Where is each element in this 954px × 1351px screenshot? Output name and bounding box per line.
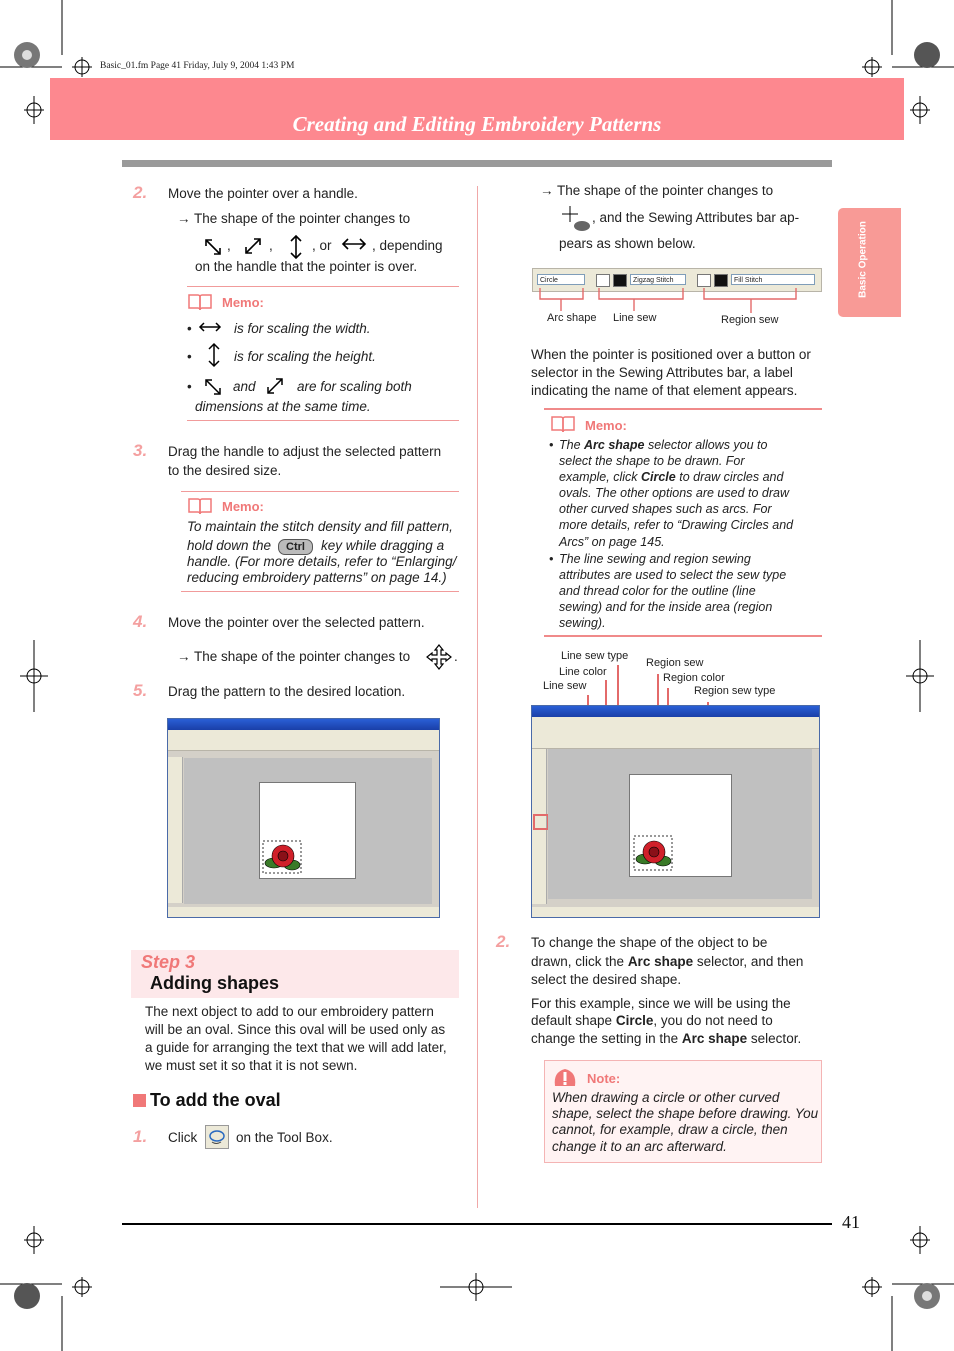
- step1-number: 1.: [133, 1127, 148, 1146]
- note-l1: When drawing a circle or other curved: [552, 1090, 780, 1105]
- label-region-sew: Region sew: [646, 657, 704, 669]
- memo3-b2-5: sewing).: [559, 616, 606, 630]
- right-step2-number: 2.: [496, 932, 511, 951]
- memo1-b2: is for scaling the height.: [234, 349, 376, 364]
- memo3-b2-3: and thread color for the outline (line: [559, 584, 756, 598]
- step1-rest: on the Tool Box.: [236, 1130, 333, 1145]
- t: example, click: [559, 470, 638, 484]
- right-result-text: The shape of the pointer changes to: [557, 183, 774, 198]
- step4-result-text: The shape of the pointer changes to: [194, 649, 411, 664]
- sep: , or: [312, 238, 332, 253]
- memo2-line2b: key while dragging a: [321, 538, 445, 553]
- memo1-top-rule: [187, 286, 459, 287]
- step2-number: 2.: [133, 183, 148, 202]
- label-line-sew: Line sew: [543, 680, 587, 692]
- window-titlebar: [168, 719, 439, 730]
- intro-l3: a guide for arranging the text that we will add later,: [145, 1040, 447, 1055]
- subhead-marker: [133, 1094, 146, 1107]
- t: Arc shape: [584, 438, 645, 452]
- step-label: Step 3: [141, 952, 196, 972]
- label-line-sew-type: Line sew type: [561, 650, 629, 662]
- right-step2-p2-2: [531, 1012, 773, 1030]
- step4-result: [177, 648, 410, 666]
- window-toolbar: [168, 739, 439, 751]
- memo2-head: Memo:: [222, 499, 264, 514]
- label-line-sew: Line sew: [613, 312, 657, 324]
- ctrl-key: Ctrl: [278, 539, 313, 555]
- right-step2-p2-3: [531, 1030, 801, 1048]
- sewing-attributes-bar: [532, 737, 819, 749]
- file-info: Basic_01.fm Page 41 Friday, July 9, 2004 1:43 PM: [100, 61, 295, 71]
- attrbar-callouts: [530, 285, 830, 315]
- memo1-b3-cont: dimensions at the same time.: [195, 399, 371, 414]
- step2-text: Move the pointer over a handle.: [168, 186, 358, 201]
- label-region-sew-type: Region sew type: [694, 685, 776, 697]
- t: Circle: [615, 1013, 654, 1028]
- memo1-bottom-rule: [187, 420, 459, 421]
- right-para-l2: selector in the Sewing Attributes bar, a label: [531, 365, 793, 380]
- label-region-color: Region color: [663, 672, 725, 684]
- right-step2-p2-1: For this example, since we will be using the: [531, 996, 791, 1011]
- t: to draw circles and: [679, 470, 784, 484]
- column-divider: [477, 186, 478, 1208]
- intro-l4: we must set it so that it is not sewn.: [145, 1058, 358, 1073]
- t: selector allows you to: [647, 438, 768, 452]
- step2-result: [177, 210, 410, 228]
- memo3-top-rule: [544, 408, 822, 410]
- memo3-b1-2: select the shape to be drawn. For: [559, 454, 745, 468]
- rose-pattern-icon: [633, 834, 673, 872]
- diagonal-resize-nesw-icon: [264, 375, 286, 397]
- step3-line2: to the desired size.: [168, 463, 282, 478]
- diagonal-resize-nesw-icon: [242, 235, 264, 257]
- toolbox: [168, 757, 183, 903]
- window-titlebar: [532, 706, 819, 717]
- memo-book-icon: [187, 292, 213, 312]
- memo1-b3: are for scaling both: [297, 379, 412, 394]
- horizontal-resize-icon: [198, 320, 222, 335]
- memo3-head: Memo:: [585, 418, 627, 433]
- note-l2: shape, select the shape before drawing. You: [552, 1106, 819, 1121]
- page-number: 41: [842, 1212, 860, 1232]
- side-tab: [838, 208, 901, 317]
- crosshair-oval-cursor-icon: [558, 204, 592, 234]
- oval-tool-highlight: [533, 814, 549, 830]
- right-para-l1: When the pointer is positioned over a button or: [531, 347, 811, 362]
- section-title: Adding shapes: [150, 973, 280, 993]
- warning-icon: [552, 1066, 578, 1088]
- vertical-resize-icon: [206, 342, 222, 368]
- memo2-line4: reducing embroidery patterns” on page 14.): [187, 570, 447, 585]
- footer-rule: [122, 1223, 832, 1225]
- step2-cont: on the handle that the pointer is over.: [195, 259, 418, 274]
- move-cursor-icon: [426, 644, 452, 670]
- layout-editing-screenshot-2: [531, 705, 820, 918]
- memo-book-icon: [187, 496, 213, 516]
- t: , you do not need to: [653, 1013, 773, 1028]
- memo2-bottom-rule: [181, 591, 459, 592]
- right-para-l3: indicating the name of that element appears.: [531, 383, 798, 398]
- note-l3: cannot, for example, draw a circle, then: [552, 1122, 788, 1137]
- memo2-top-rule: [181, 491, 459, 492]
- memo3-b1-1: [559, 437, 767, 454]
- step2-result-text: The shape of the pointer changes to: [194, 211, 411, 226]
- step1-click: Click: [168, 1130, 198, 1145]
- diagonal-resize-nwse-icon: [202, 236, 224, 258]
- subhead: To add the oval: [150, 1090, 281, 1110]
- memo2-line1: To maintain the stitch density and fill pattern,: [187, 519, 453, 534]
- right-result-line2: , and the Sewing Attributes bar ap-: [592, 210, 800, 225]
- label-line-color: Line color: [559, 666, 607, 678]
- status-bar: [168, 907, 439, 917]
- region-sew-selector[interactable]: Fill Stitch: [731, 274, 815, 285]
- oval-tool-button[interactable]: [205, 1125, 229, 1149]
- step5-text: Drag the pattern to the desired location.: [168, 684, 406, 699]
- diagonal-resize-nwse-icon: [202, 376, 224, 398]
- step5-number: 5.: [133, 681, 148, 700]
- result-arrow: →: [177, 649, 191, 664]
- bullet: •: [187, 321, 192, 336]
- bullet: •: [187, 349, 192, 364]
- window-menubar: [168, 730, 439, 739]
- memo2-line3: handle. (For more details, refer to “Enlarging/: [187, 554, 457, 569]
- rose-pattern-icon: [262, 839, 302, 875]
- t: The: [559, 438, 581, 452]
- page-title: Creating and Editing Embroidery Patterns: [292, 112, 662, 136]
- memo2-line2a: hold down the: [187, 538, 272, 553]
- t: Arc shape: [627, 954, 694, 969]
- step4-number: 4.: [133, 612, 148, 631]
- side-tab-label: Basic Operation: [857, 221, 869, 298]
- horizontal-resize-icon: [341, 236, 367, 252]
- intro-l1: The next object to add to our embroidery pattern: [145, 1004, 434, 1019]
- memo3-b1-6: more details, refer to “Drawing Circles and: [559, 518, 794, 532]
- sep: ,: [227, 238, 231, 253]
- t: selector.: [750, 1031, 802, 1046]
- sep: , depending: [372, 238, 443, 253]
- label-region-sew: Region sew: [721, 314, 779, 326]
- step4-period: .: [454, 649, 458, 664]
- step3-line1: Drag the handle to adjust the selected pattern: [168, 444, 442, 459]
- t: Circle: [640, 470, 676, 484]
- right-result-line1: [540, 182, 773, 200]
- vertical-resize-icon: [288, 234, 304, 260]
- t: selector, and then: [696, 954, 804, 969]
- window-menubar: [532, 717, 819, 726]
- memo1-b1: is for scaling the width.: [234, 321, 371, 336]
- right-step2-l1: To change the shape of the object to be: [531, 935, 768, 950]
- memo3-b1-7: Arcs” on page 145.: [559, 535, 665, 549]
- layout-editing-screenshot-1: [167, 718, 440, 918]
- step3-number: 3.: [133, 441, 148, 460]
- memo3-b2-2: attributes are used to select the sew type: [559, 568, 787, 582]
- memo3-bullet2: •: [549, 552, 554, 566]
- arc-shape-selector[interactable]: Circle: [537, 274, 585, 285]
- result-arrow: →: [540, 183, 554, 198]
- memo-book-icon: [550, 414, 576, 434]
- oval-tool-icon: [206, 1126, 228, 1148]
- intro-l2: will be an oval. Since this oval will be used only as: [145, 1022, 446, 1037]
- gray-rule: [122, 160, 832, 167]
- memo1-head: Memo:: [222, 295, 264, 310]
- t: Arc shape: [681, 1031, 748, 1046]
- right-step2-l3: select the desired shape.: [531, 972, 682, 987]
- memo3-b1-5: other curved shapes such as arcs. For: [559, 502, 772, 516]
- sep: ,: [269, 238, 273, 253]
- bullet: •: [187, 379, 192, 394]
- memo1-b3-and: and: [233, 379, 256, 394]
- step4-text: Move the pointer over the selected pattern.: [168, 615, 425, 630]
- note-head: Note:: [587, 1071, 621, 1086]
- memo3-b1-4: ovals. The other options are used to draw: [559, 486, 789, 500]
- t: drawn, click the: [531, 954, 625, 969]
- line-sew-selector[interactable]: Zigzag Stitch: [630, 274, 686, 285]
- memo3-b1-3: [559, 469, 783, 486]
- status-bar: [532, 907, 819, 917]
- t: change the setting in the: [531, 1031, 679, 1046]
- right-result-line3: pears as shown below.: [559, 236, 696, 251]
- memo3-b2-4: sewing) and for the inside area (region: [559, 600, 773, 614]
- label-arc-shape: Arc shape: [547, 312, 597, 324]
- memo3-bottom-rule: [544, 635, 822, 637]
- result-arrow: →: [177, 211, 191, 226]
- note-l4: change it to an arc afterward.: [552, 1139, 727, 1154]
- right-step2-l2: [531, 953, 803, 971]
- memo3-b2-1: The line sewing and region sewing: [559, 552, 751, 566]
- memo3-bullet1: •: [549, 438, 554, 452]
- t: default shape: [531, 1013, 613, 1028]
